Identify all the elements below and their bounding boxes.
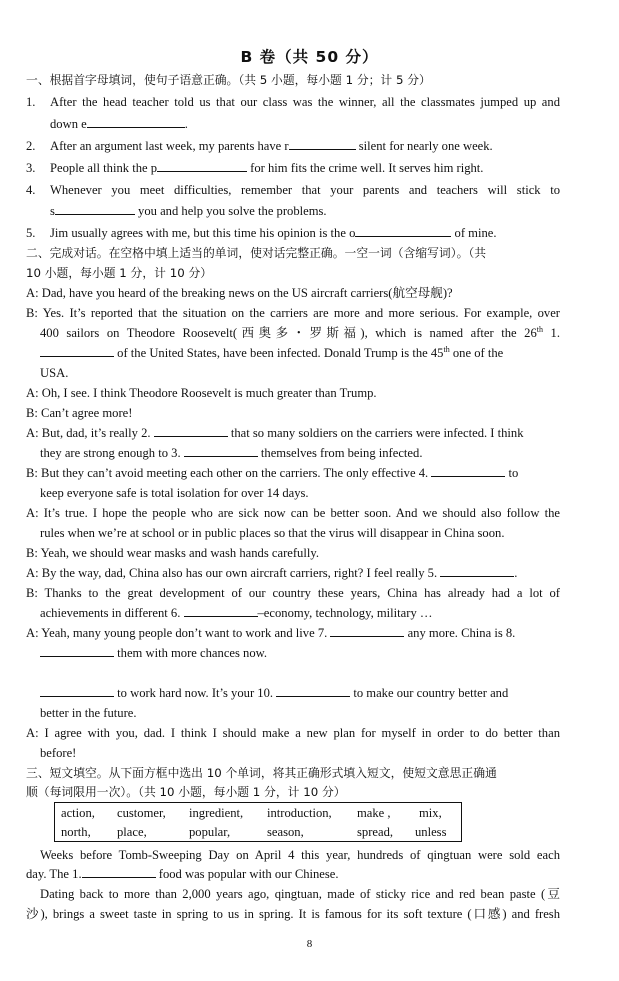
word-bank-item: ingredient, [189, 806, 244, 820]
word-bank-item: unless [415, 825, 447, 839]
dialog-line: 400 sailors on Theodore Roosevelt(西奥多・罗斯福), which is named after the 26th 1. [40, 324, 561, 340]
q4-suffix: you and help you solve the problems. [134, 204, 327, 218]
word-bank-item: introduction, [267, 806, 332, 820]
q4-text: Whenever you meet difficulties, remember that your parents and teachers will stick to [50, 183, 560, 197]
word-bank-item: action, [61, 806, 95, 820]
dialog-line: B: But they can’t avoid meeting each other on the carriers. The only effective 4. to [26, 466, 519, 480]
word-bank-item: north, [61, 825, 91, 839]
page-number: 8 [306, 938, 313, 950]
q4-prefix: s [50, 204, 55, 218]
answer-blank[interactable] [157, 159, 247, 172]
word-bank-item: mix, [419, 806, 442, 820]
q1-prefix: down e [50, 117, 87, 131]
dialog-line: B: Yes. It’s reported that the situation on the carriers are more and more serious. For example, over [26, 306, 560, 320]
dialog-line: to work hard now. It’s your 10. to make our country better and [40, 684, 508, 702]
q1-suffix: . [184, 117, 188, 131]
q5-number: 5. [26, 226, 36, 240]
q1-text: After the head teacher told us that our class was the winner, all the classmates jumped up and [50, 95, 560, 109]
dialog-line: keep everyone safe is total isolation for over 14 days. [40, 486, 309, 500]
section3-heading-cont: 顺（每词限用一次）。（共 10 小题，每小题 1 分，计 10 分） [26, 785, 346, 799]
q4-blank-line [50, 202, 327, 220]
word-bank-item: customer, [117, 806, 166, 820]
q1-number: 1. [26, 95, 36, 109]
answer-blank[interactable] [184, 444, 258, 457]
dialog-line: better in the future. [40, 706, 137, 720]
section2-heading: 二、完成对话。在空格中填上适当的单词，使对话完整正确。一空一词（含缩写词）。（共 [26, 246, 487, 260]
dialog-line: them with more chances now. [40, 644, 267, 662]
passage-line: Weeks before Tomb-Sweeping Day on April 4 this year, hundreds of qingtuan were sold each [40, 848, 560, 862]
answer-blank[interactable] [82, 865, 156, 878]
dialog-line: of the United States, have been infected. Donald Trump is the 45th one of the [40, 344, 503, 362]
word-bank-item: place, [117, 825, 147, 839]
answer-blank[interactable] [440, 564, 514, 577]
dialog-line: before! [40, 746, 77, 760]
dialog-line: A: Dad, have you heard of the breaking news on the US aircraft carriers(航空母舰)? [26, 286, 453, 300]
section3-heading: 三、短文填空。从下面方框中选出 10 个单词，将其正确形式填入短文，使短文意思正确通 [26, 766, 497, 780]
q3-line [50, 159, 483, 177]
q3-number: 3. [26, 161, 36, 175]
answer-blank[interactable] [184, 604, 258, 617]
dialog-line: they are strong enough to 3. themselves from being infected. [40, 446, 423, 460]
q1-blank-line [50, 115, 188, 133]
section-title: B 卷（共 50 分） [240, 48, 379, 66]
answer-blank[interactable] [55, 202, 135, 215]
dialog-line: A: It’s true. I hope the people who are sick now can be better soon. And we should also follow the [26, 506, 560, 520]
passage-line: day. The 1. food was popular with our Chinese. [26, 867, 339, 881]
q2-suffix: silent for nearly one week. [355, 139, 493, 153]
answer-blank[interactable] [40, 684, 114, 697]
answer-blank[interactable] [330, 624, 404, 637]
dialog-line: A: I agree with you, dad. I think I should make a new plan for myself in order to do better than [26, 726, 560, 740]
q2-number: 2. [26, 139, 36, 153]
dialog-line: B: Yeah, we should wear masks and wash hands carefully. [26, 546, 319, 560]
passage-line: 沙), brings a sweet taste in spring to us in spring. It is famous for its soft texture (口感) and fresh [26, 907, 560, 921]
q5-line [50, 224, 497, 242]
word-bank-item: spread, [357, 825, 394, 839]
dialog-line: B: Thanks to the great development of our country these years, China has already had a lot of [26, 586, 560, 600]
dialog-line: achievements in different 6. –economy, technology, military … [40, 606, 433, 620]
q5-prefix: Jim usually agrees with me, but this time his opinion is the o [50, 226, 356, 240]
dialog-line: A: Oh, I see. I think Theodore Roosevelt is much greater than Trump. [26, 386, 377, 400]
answer-blank[interactable] [87, 115, 185, 128]
word-bank-box [54, 802, 462, 842]
section1-heading: 一、根据首字母填词，使句子语意正确。（共 5 小题，每小题 1 分；计 5 分） [26, 73, 431, 87]
q2-line [50, 137, 493, 155]
answer-blank[interactable] [355, 224, 451, 237]
word-bank-item: popular, [189, 825, 231, 839]
q2-prefix: After an argument last week, my parents have r [50, 139, 289, 153]
answer-blank[interactable] [276, 684, 350, 697]
q3-prefix: People all think the p [50, 161, 158, 175]
answer-blank[interactable] [154, 424, 228, 437]
q3-suffix: for him fits the crime well. It serves him right. [247, 161, 484, 175]
q4-number: 4. [26, 183, 36, 197]
section2-heading-cont: 10 小题，每小题 1 分，计 10 分） [26, 266, 213, 280]
word-bank-item: make , [357, 806, 391, 820]
dialog-line: A: By the way, dad, China also has our own aircraft carriers, right? I feel really 5. . [26, 566, 518, 580]
dialog-line: rules when we’re at school or in public places so that the virus will disappear in China soon. [40, 526, 505, 540]
dialog-line: A: Yeah, many young people don’t want to work and live 7. any more. China is 8. [26, 626, 516, 640]
dialog-line: A: But, dad, it’s really 2. that so many soldiers on the carriers were infected. I think [26, 426, 524, 440]
answer-blank[interactable] [40, 344, 114, 357]
word-bank-item: season, [267, 825, 304, 839]
dialog-line: B: Can’t agree more! [26, 406, 133, 420]
dialog-line: USA. [40, 366, 69, 380]
q5-suffix: of mine. [451, 226, 497, 240]
passage-line: Dating back to more than 2,000 years ago, qingtuan, made of sticky rice and red bean paste (豆 [40, 887, 560, 901]
answer-blank[interactable] [40, 644, 114, 657]
answer-blank[interactable] [289, 137, 356, 150]
answer-blank[interactable] [431, 464, 505, 477]
